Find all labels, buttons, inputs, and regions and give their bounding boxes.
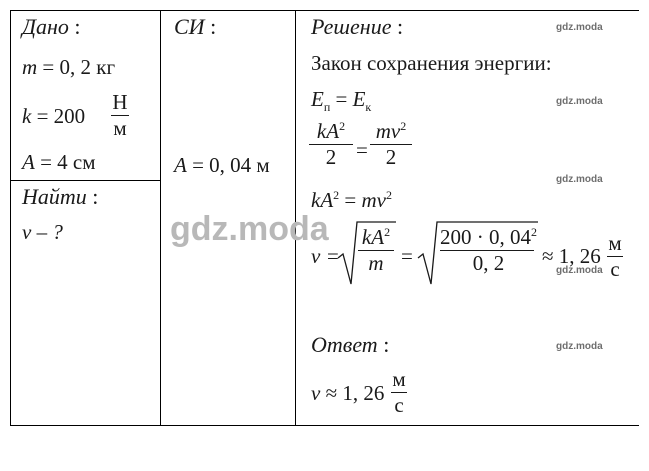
kinetic-energy-fraction: $mv^2$ 2 bbox=[370, 120, 412, 168]
simplified-equation: $kA^2 = mv^2$ bbox=[311, 188, 392, 212]
radical-2-fraction: 200 · 0, $04^2$ 0, 2 bbox=[440, 225, 537, 275]
fraction-equals: = bbox=[356, 138, 368, 162]
given-stiffness-unit: Н м bbox=[112, 90, 128, 140]
energy-equality: $E_п = E_к$ bbox=[311, 87, 372, 115]
given-find-divider bbox=[10, 180, 161, 181]
answer-header: Ответ : bbox=[311, 332, 390, 357]
velocity-result: ≈ 1, 26 bbox=[542, 244, 601, 268]
si-header: СИ : bbox=[174, 14, 217, 39]
given-stiffness: k = 200 bbox=[22, 104, 86, 128]
si-amplitude: A = 0, 04 м bbox=[174, 153, 270, 177]
given-amplitude: A = 4 см bbox=[22, 150, 96, 174]
table-border-top bbox=[10, 10, 639, 11]
watermark-small-3: gdz.moda bbox=[556, 174, 603, 185]
watermark-large: gdz.moda bbox=[170, 210, 329, 248]
find-header: Найти : bbox=[22, 184, 99, 209]
table-border-left bbox=[10, 10, 11, 426]
given-mass: m = 0, 2 кг bbox=[22, 55, 116, 79]
watermark-small-5: gdz.moda bbox=[556, 341, 603, 352]
solution-header: Решение : bbox=[311, 14, 404, 39]
velocity-lhs: v = bbox=[311, 244, 340, 268]
given-header: Дано : bbox=[22, 14, 81, 39]
watermark-small-2: gdz.moda bbox=[556, 96, 603, 107]
table-divider-1 bbox=[160, 10, 161, 426]
table-border-bottom bbox=[10, 425, 639, 426]
find-velocity: v – ? bbox=[22, 220, 63, 244]
energy-law-text: Закон сохранения энергии: bbox=[311, 51, 552, 75]
velocity-unit: м с bbox=[608, 231, 622, 281]
watermark-small-1: gdz.moda bbox=[556, 22, 603, 33]
potential-energy-fraction: $kA^2$ 2 bbox=[309, 120, 353, 168]
velocity-equals: = bbox=[401, 244, 413, 268]
answer-value: v ≈ 1, 26 bbox=[311, 381, 385, 405]
answer-unit: м с bbox=[392, 367, 406, 417]
watermark-small-4: gdz.moda bbox=[556, 265, 603, 276]
radical-1-fraction: $kA^2$ m bbox=[358, 226, 394, 274]
